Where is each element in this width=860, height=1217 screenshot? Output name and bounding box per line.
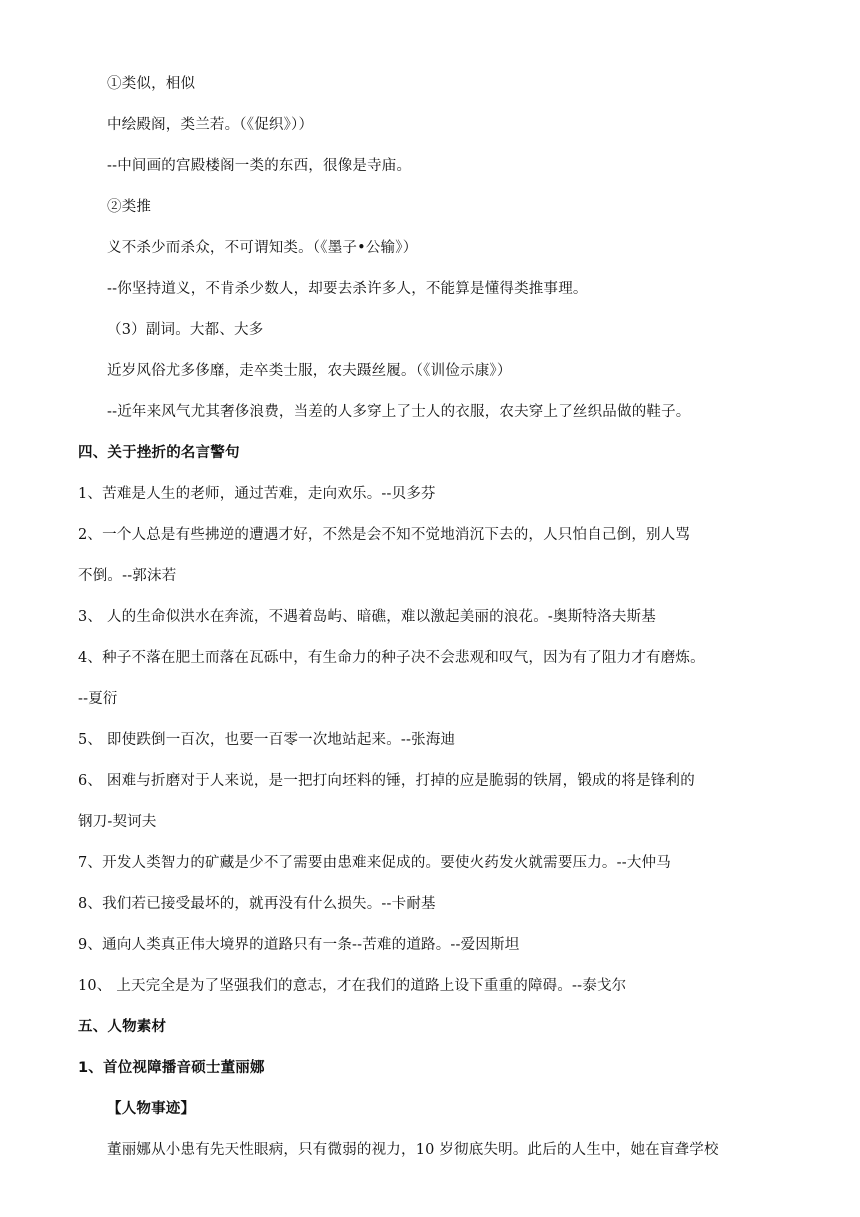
quote-item-continued: --夏衍 xyxy=(78,691,118,707)
example-translation: --近年来风气尤其奢侈浪费，当差的人多穿上了士人的衣服，农夫穿上了丝织品做的鞋子。 xyxy=(107,404,691,420)
definition-adverb: （3）副词。大都、大多 xyxy=(107,322,264,338)
example-sentence: 近岁风俗尤多侈靡，走卒类士服，农夫蹑丝履。（《训俭示康》） xyxy=(107,363,512,379)
quote-item: 5、 即使跌倒一百次，也要一百零一次地站起来。--张海迪 xyxy=(78,732,456,748)
quote-item: 6、 困难与折磨对于人来说，是一把打向坯料的锤，打掉的应是脆弱的铁屑，锻成的将是锋利的 xyxy=(78,773,695,789)
definition-similar: ①类似，相似 xyxy=(107,76,196,92)
example-sentence: 中绘殿阁，类兰若。（《促织》）） xyxy=(107,117,314,133)
quote-item: 1、苦难是人生的老师，通过苦难，走向欢乐。--贝多芬 xyxy=(78,486,436,502)
definition-analogy: ②类推 xyxy=(107,199,152,215)
label-deeds: 【人物事迹】 xyxy=(107,1101,196,1117)
quote-item: 3、 人的生命似洪水在奔流，不遇着岛屿、暗礁，难以激起美丽的浪花。-奥斯特洛夫斯基 xyxy=(78,609,656,625)
quote-item: 7、开发人类智力的矿藏是少不了需要由患难来促成的。要使火药发火就需要压力。--大仲马 xyxy=(78,855,671,871)
quote-item: 8、我们若已接受最坏的，就再没有什么损失。--卡耐基 xyxy=(78,896,436,912)
section-heading-people: 五、人物素材 xyxy=(78,1019,167,1035)
quote-item-continued: 不倒。--郭沫若 xyxy=(78,568,177,584)
quote-item: 4、种子不落在肥土而落在瓦砾中，有生命力的种子决不会悲观和叹气，因为有了阻力才有磨炼。 xyxy=(78,650,705,666)
example-sentence: 义不杀少而杀众，不可谓知类。（《墨子•公输》） xyxy=(107,240,418,256)
body-paragraph: 董丽娜从小患有先天性眼病，只有微弱的视力，10 岁彻底失明。此后的人生中，她在盲聋学校 xyxy=(107,1142,719,1158)
quote-item-continued: 钢刀-契诃夫 xyxy=(78,814,157,830)
example-translation: --中间画的宫殿楼阁一类的东西，很像是寺庙。 xyxy=(107,158,412,174)
subsection-heading: 1、首位视障播音硕士董丽娜 xyxy=(78,1060,265,1076)
quote-item: 10、 上天完全是为了坚强我们的意志，才在我们的道路上设下重重的障碍。--泰戈尔 xyxy=(78,978,627,994)
quote-item: 2、一个人总是有些拂逆的遭遇才好，不然是会不知不觉地消沉下去的，人只怕自己倒，别人骂 xyxy=(78,527,691,543)
quote-item: 9、通向人类真正伟大境界的道路只有一条--苦难的道路。--爱因斯坦 xyxy=(78,937,520,953)
section-heading-quotes: 四、关于挫折的名言警句 xyxy=(78,445,240,461)
example-translation: --你坚持道义，不肯杀少数人，却要去杀许多人，不能算是懂得类推事理。 xyxy=(107,281,588,297)
